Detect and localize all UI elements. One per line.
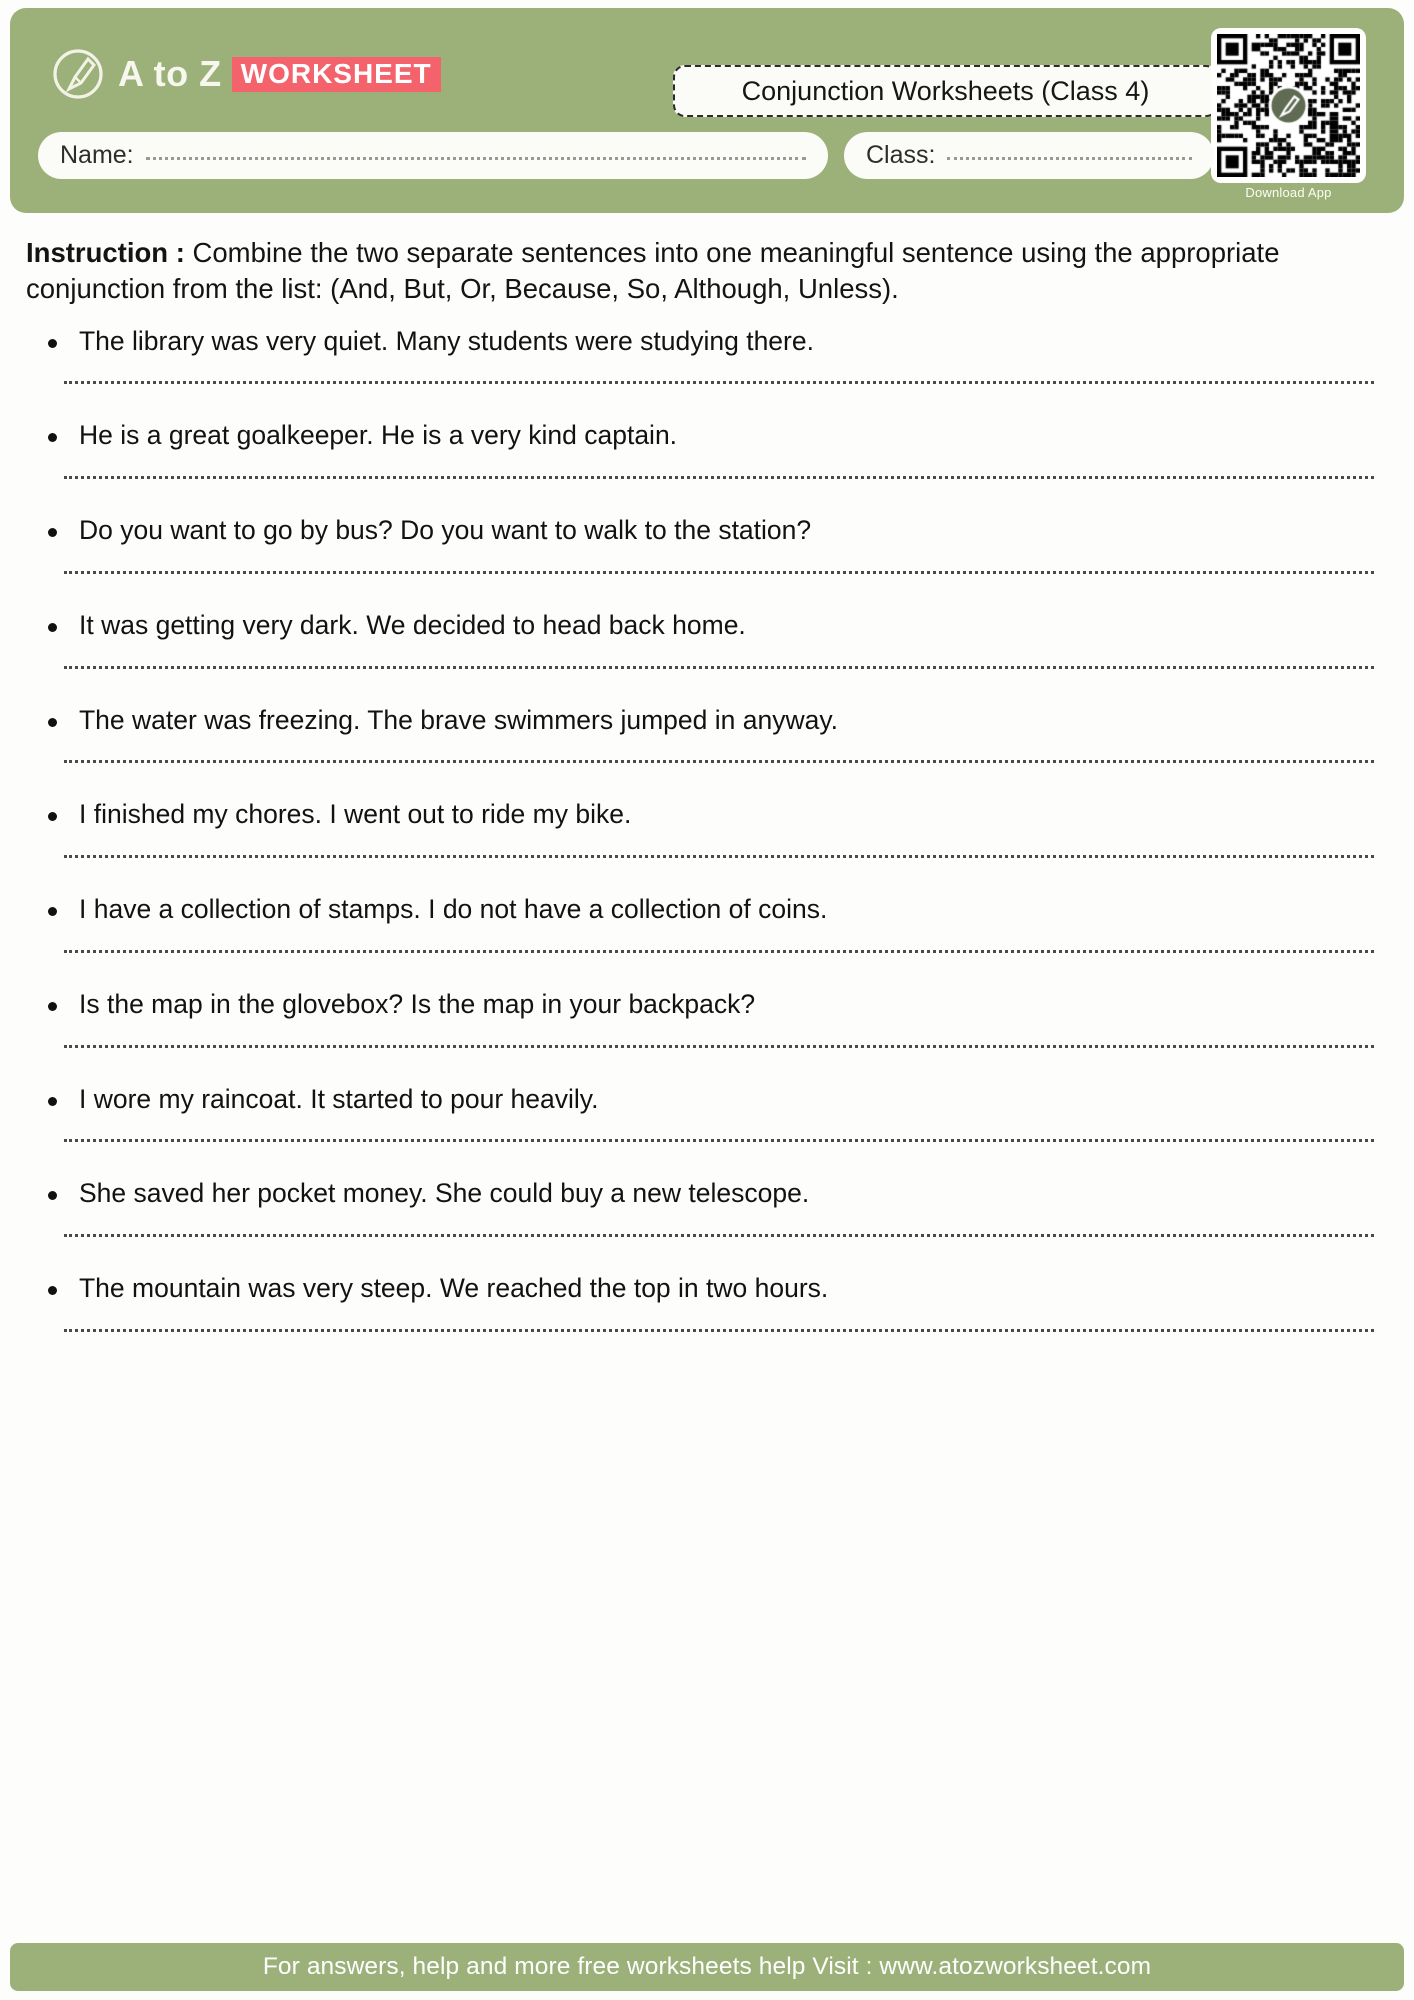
row-spacer — [26, 479, 1388, 513]
question-text: Do you want to go by bus? Do you want to walk to the station? — [79, 515, 812, 546]
class-field[interactable] — [844, 132, 1214, 179]
question-row — [26, 892, 1388, 928]
question-row — [26, 418, 1388, 454]
list-item — [26, 892, 1388, 987]
bullet-icon — [48, 1191, 57, 1200]
question-text: He is a great goalkeeper. He is a very kind captain. — [79, 420, 678, 451]
instruction-text — [26, 235, 1388, 308]
row-spacer — [26, 1048, 1388, 1082]
question-text: I have a collection of stamps. I do not have a collection of coins. — [79, 894, 828, 925]
question-row — [26, 703, 1388, 739]
list-item — [26, 608, 1388, 703]
name-field[interactable] — [38, 132, 828, 179]
question-row — [26, 324, 1388, 360]
worksheet-header — [10, 8, 1404, 213]
bullet-icon — [48, 528, 57, 537]
brand-name: A to Z — [118, 53, 222, 94]
question-text: Is the map in the glovebox? Is the map in your backpack? — [79, 988, 756, 1019]
list-item — [26, 324, 1388, 419]
bullet-icon — [48, 718, 57, 727]
row-spacer — [26, 574, 1388, 608]
brand-badge: WORKSHEET — [232, 57, 441, 92]
question-text: I wore my raincoat. It started to pour heavily. — [79, 1083, 599, 1114]
question-text: The mountain was very steep. We reached the top in two hours. — [79, 1273, 829, 1304]
list-item — [26, 703, 1388, 798]
page-title: Conjunction Worksheets (Class 4) — [741, 75, 1150, 106]
worksheet-footer — [10, 1943, 1404, 1991]
question-row — [26, 608, 1388, 644]
row-spacer — [26, 763, 1388, 797]
instruction-body: Combine the two separate sentences into one meaningful sentence using the appropriate conjunction from the list: (And, But, Or, Because, So, Although, Unless). — [26, 237, 1280, 305]
bullet-icon — [48, 433, 57, 442]
question-text: The water was freezing. The brave swimmers jumped in anyway. — [79, 704, 838, 735]
row-spacer — [26, 953, 1388, 987]
list-item — [26, 418, 1388, 513]
list-item — [26, 1082, 1388, 1177]
student-fields — [38, 132, 1404, 179]
brand-logo — [50, 46, 441, 102]
question-text: The library was very quiet. Many students were studying there. — [79, 325, 814, 356]
question-text: It was getting very dark. We decided to head back home. — [79, 609, 746, 640]
bullet-icon — [48, 1097, 57, 1106]
row-spacer — [26, 858, 1388, 892]
question-row — [26, 513, 1388, 549]
bullet-icon — [48, 623, 57, 632]
question-list — [26, 324, 1388, 1366]
question-row — [26, 987, 1388, 1023]
list-item — [26, 513, 1388, 608]
worksheet-title-badge — [673, 65, 1218, 117]
question-text: I finished my chores. I went out to ride my bike. — [79, 799, 632, 830]
question-text: She saved her pocket money. She could buy a new telescope. — [79, 1178, 810, 1209]
list-item — [26, 1176, 1388, 1271]
list-item — [26, 797, 1388, 892]
name-field-label: Name: — [60, 141, 134, 169]
row-spacer — [26, 1332, 1388, 1366]
pen-in-circle-logo-icon — [50, 46, 106, 102]
bullet-icon — [48, 907, 57, 916]
bullet-icon — [48, 1002, 57, 1011]
qr-caption: Download App — [1245, 185, 1332, 200]
bullet-icon — [48, 812, 57, 821]
bullet-icon — [48, 1286, 57, 1295]
question-row — [26, 797, 1388, 833]
class-field-line — [947, 157, 1192, 160]
footer-text: For answers, help and more free worksheets help Visit : www.atozworksheet.com — [262, 1953, 1152, 1980]
list-item — [26, 1271, 1388, 1366]
bullet-icon — [48, 339, 57, 348]
list-item — [26, 987, 1388, 1082]
question-row — [26, 1271, 1388, 1307]
question-row — [26, 1176, 1388, 1212]
row-spacer — [26, 1237, 1388, 1271]
name-field-line — [146, 157, 806, 160]
row-spacer — [26, 384, 1388, 418]
row-spacer — [26, 1142, 1388, 1176]
class-field-label: Class: — [866, 141, 936, 169]
row-spacer — [26, 669, 1388, 703]
instruction-label: Instruction : — [26, 237, 185, 268]
question-row — [26, 1082, 1388, 1118]
